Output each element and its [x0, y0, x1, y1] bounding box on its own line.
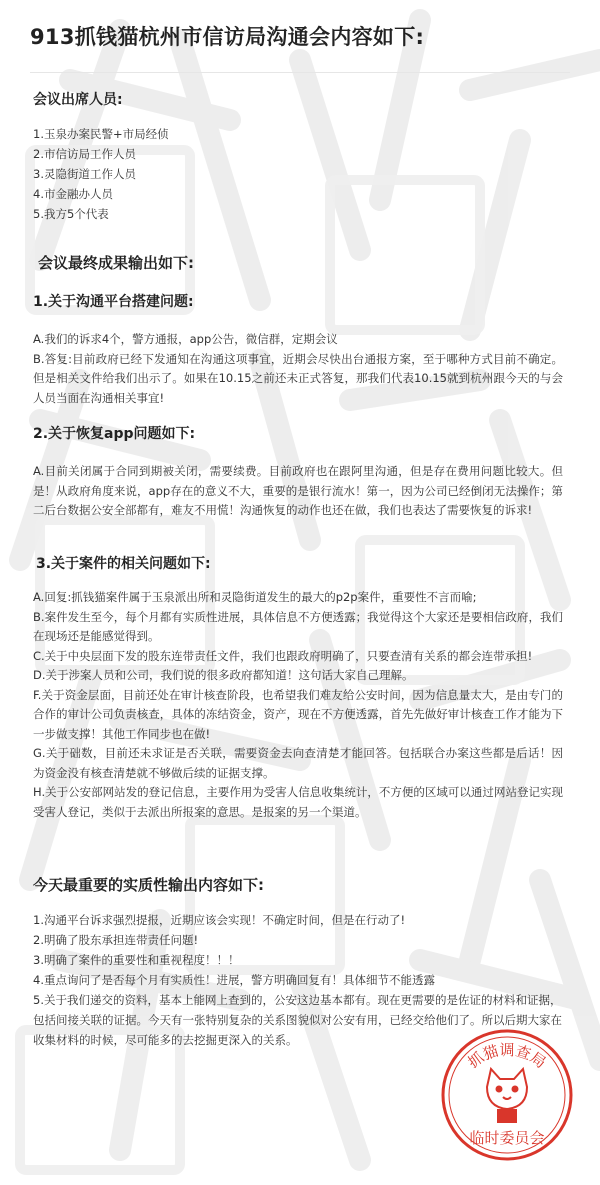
paragraph: F.关于资金层面，目前还处在审计核查阶段，也希望我们难友给公安时间，因为信息量太大，是由专门的合作的审计公司负责核查，具体的冻结资金，资产，现在不方便透露，首先先做好审计核查工作才能为下一步做支撑！其他工作同步也在做! [33, 687, 563, 741]
section-app-heading: 2.关于恢复app问题如下: [33, 426, 196, 442]
paragraph: C.关于中央层面下发的股东连带责任文件，我们也跟政府明确了，只要查清有关系的都会连带承担! [33, 648, 533, 663]
list-item: 2.明确了股东承担连带责任问题! [33, 933, 199, 947]
results-heading: 会议最终成果输出如下: [38, 254, 194, 272]
attendees-heading: 会议出席人员: [33, 92, 123, 108]
list-item: 5.关于我们递交的资料，基本上能网上查到的，公安这边基本都有。现在更需要的是佐证的材料和证据，包括间接关联的证据。今天有一张特别复杂的关系图貌似对公安有用，已经交给他们了。所以后期大家在收集材料的时候，尽可能多的去挖掘更深入的关系。 [33, 993, 562, 1047]
paragraph: A.我们的诉求4个，警方通报，app公告，微信群，定期会议 [33, 332, 338, 346]
section-key-outputs-heading: 今天最重要的实质性输出内容如下: [33, 876, 265, 894]
attendees-list [33, 124, 563, 224]
paragraph: A.回复:抓钱猫案件属于玉泉派出所和灵隐街道发生的最大的p2p案件，重要性不言而喻; [33, 590, 477, 604]
section-platform-heading: 1.关于沟通平台搭建问题: [33, 294, 194, 310]
list-item: 3.明确了案件的重要性和重视程度！！！ [33, 953, 240, 967]
paragraph: G.关于础数，目前还未求证是否关联，需要资金去向查清楚才能回答。包括联合办案这些都是后话！因为资金没有核查清楚就不够做后续的证据支撑。 [33, 746, 563, 780]
section-case-heading: 3.关于案件的相关问题如下: [36, 556, 211, 572]
list-item: 2.市信访局工作人员 [33, 147, 136, 161]
list-item: 1.玉泉办案民警+市局经侦 [33, 127, 169, 141]
section-case [36, 554, 566, 574]
paragraph: D.关于涉案人员和公司，我们说的很多政府都知道！这句话大家自己理解。 [33, 668, 414, 682]
section-key-outputs [33, 874, 563, 896]
cat-icon [487, 1069, 527, 1123]
list-item: 4.市金融办人员 [33, 187, 113, 201]
list-item: 5.我方5个代表 [33, 207, 109, 221]
paragraph: A.目前关闭属于合同到期被关闭，需要续费。目前政府也在跟阿里沟通，但是存在费用问题比较大。但是！从政府角度来说，app存在的意义不大，重要的是银行流水！第一，因为公司已经倒闭无法操作；第二后台数据公安全部都有，难友不用慌！沟通恢复的动作也还在做，我们也表达了需要恢复的诉求! [33, 464, 563, 517]
results-section [38, 252, 568, 274]
list-item: 4.重点询问了是否每个月有实质性！进展，警方明确回复有！具体细节不能透露 [33, 973, 435, 987]
section-app [33, 424, 563, 521]
attendees-section [33, 90, 563, 224]
section-platform [33, 292, 563, 408]
paragraph: B.案件发生至今，每个月都有实质性进展，具体信息不方便透露；我觉得这个大家还是要相信政府，我们在现场还是能感觉得到。 [33, 609, 563, 643]
section-case-body [33, 588, 563, 822]
stamp-bottom-text: 临时委员会 [469, 1129, 545, 1147]
paragraph: H.关于公安部网站发的登记信息，主要作用为受害人信息收集统计，不方便的区域可以通过网站登记实现受害人登记，类似于去派出所报案的意思。是报案的另一个渠道。 [33, 785, 563, 819]
page-title: 913抓钱猫杭州市信访局沟通会内容如下: [30, 25, 425, 49]
title-divider [30, 72, 570, 73]
stamp-ring-text: 抓猫调查局 [464, 1041, 550, 1072]
seal-stamp [437, 1025, 577, 1165]
list-item: 1.沟通平台诉求强烈提报，近期应该会实现！不确定时间，但是在行动了! [33, 913, 406, 927]
list-item: 3.灵隐街道工作人员 [33, 167, 136, 181]
paragraph: B.答复:目前政府已经下发通知在沟通这项事宜，近期会尽快出台通报方案，至于哪种方式目前不确定。但是相关文件给我们出示了。如果在10.15之前还未正式答复，那我们代表10.15就到杭州跟今天的与会人员当面在沟通相关事宜! [33, 351, 563, 405]
